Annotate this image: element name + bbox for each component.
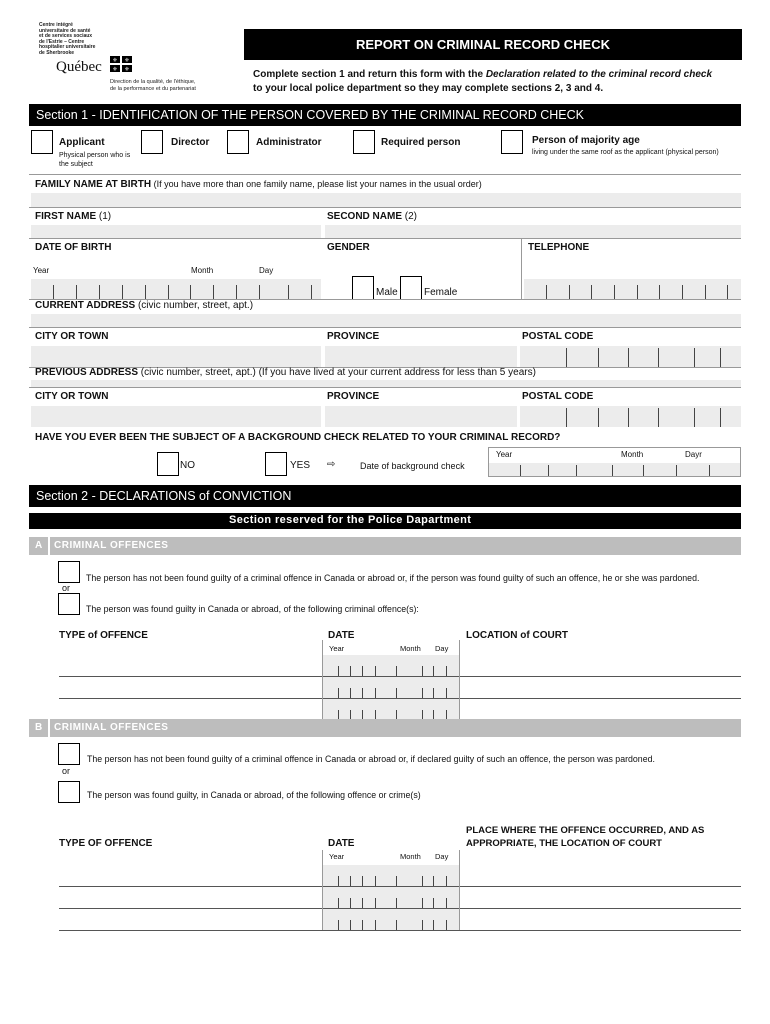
background-month-label: Month (621, 450, 644, 459)
dob-segment-tick (122, 285, 123, 299)
previous-address-label: PREVIOUS ADDRESS (civic number, street, apt.) (If you have lived at your current address for less than 5 years) (35, 367, 536, 378)
direction-name: Direction de la qualité, de l'éthique, de la performance et du partenariat (110, 79, 196, 92)
telephone-segment-tick (637, 285, 638, 299)
postal-segment-tick (658, 408, 659, 427)
background-date-tick (520, 465, 521, 476)
dob-segment-tick (168, 285, 169, 299)
quebec-wordmark: Québec (56, 59, 102, 75)
family-name-field[interactable] (31, 193, 741, 207)
table-date-tick (362, 688, 363, 698)
table-date-cell[interactable] (322, 677, 459, 698)
table-date-tick (396, 876, 397, 886)
table-date-tick (422, 666, 423, 676)
table-date-cell[interactable] (322, 887, 459, 908)
postal-segment-tick (598, 348, 599, 367)
table-date-cell[interactable] (322, 655, 459, 676)
telephone-segment-tick (569, 285, 570, 299)
background-date-field[interactable] (489, 463, 740, 476)
background-year-label: Year (496, 450, 513, 459)
telephone-segment-tick (727, 285, 728, 299)
postal-segment-tick (720, 408, 721, 427)
dob-segment-tick (259, 285, 260, 299)
quebec-flag-icon (110, 56, 132, 72)
applicant-label: Applicant (59, 137, 105, 148)
first-name-field[interactable] (31, 225, 321, 238)
table-date-tick (362, 666, 363, 676)
postal-segment-tick (694, 408, 695, 427)
gender-label: GENDER (327, 242, 370, 253)
applicant-note: Physical person who is the subject (59, 152, 131, 168)
prev-city-field[interactable] (31, 406, 321, 427)
form-title: REPORT ON CRIMINAL RECORD CHECK (356, 37, 610, 52)
background-yes-checkbox[interactable] (265, 452, 287, 476)
second-name-field[interactable] (325, 225, 741, 238)
table-date-tick (338, 666, 339, 676)
a-not-guilty-checkbox[interactable] (58, 561, 80, 583)
b-type-of-offence-label: TYPE OF OFFENCE (59, 838, 153, 849)
table-date-tick (338, 920, 339, 930)
b-month-label: Month (400, 852, 421, 861)
dob-segment-tick (145, 285, 146, 299)
a-month-label: Month (400, 644, 421, 653)
background-date-tick (709, 465, 710, 476)
prev-city-label: CITY OR TOWN (35, 391, 109, 402)
table-column-line (459, 640, 460, 720)
background-date-tick (643, 465, 644, 476)
police-reserved-label: Section reserved for the Police Dapartment (229, 514, 472, 526)
form-title-bar (244, 29, 742, 60)
dob-field[interactable] (31, 279, 321, 299)
background-date-tick (612, 465, 613, 476)
b-date-label: DATE (328, 838, 355, 849)
prev-postal-code-label: POSTAL CODE (522, 391, 594, 402)
required-person-label: Required person (381, 137, 461, 148)
dob-label: DATE OF BIRTH (35, 242, 112, 253)
b-day-label: Day (435, 852, 449, 861)
table-date-tick (338, 898, 339, 908)
applicant-checkbox[interactable] (31, 130, 53, 154)
table-date-tick (396, 898, 397, 908)
dob-segment-tick (311, 285, 312, 299)
divider (48, 719, 50, 737)
dob-month-label: Month (191, 266, 214, 275)
a-type-of-offence-label: TYPE of OFFENCE (59, 630, 148, 641)
section2-title: Section 2 - DECLARATIONS of CONVICTION (36, 489, 292, 503)
administrator-label: Administrator (256, 137, 322, 148)
table-date-tick (433, 666, 434, 676)
table-date-cell[interactable] (322, 865, 459, 886)
female-checkbox[interactable] (400, 276, 422, 300)
table-column-line (322, 850, 323, 930)
table-date-tick (422, 688, 423, 698)
svg-text:⚜: ⚜ (124, 58, 130, 64)
postal-segment-tick (694, 348, 695, 367)
table-date-tick (446, 666, 447, 676)
postal-code-label: POSTAL CODE (522, 331, 594, 342)
dob-segment-tick (99, 285, 100, 299)
telephone-segment-tick (659, 285, 660, 299)
family-name-label: FAMILY NAME AT BIRTH (If you have more than one family name, please list your names in the usual order) (35, 179, 482, 190)
table-date-tick (375, 666, 376, 676)
telephone-label: TELEPHONE (528, 242, 590, 253)
table-date-tick (396, 666, 397, 676)
table-date-tick (350, 666, 351, 676)
current-address-field[interactable] (31, 314, 741, 327)
postal-segment-tick (566, 408, 567, 427)
postal-segment-tick (628, 348, 629, 367)
a-date-label: DATE (328, 630, 355, 641)
divider (521, 238, 522, 300)
postal-segment-tick (658, 348, 659, 367)
section1-title: Section 1 - IDENTIFICATION OF THE PERSON COVERED BY THE CRIMINAL RECORD CHECK (36, 108, 585, 122)
table-date-tick (422, 898, 423, 908)
dob-segment-tick (76, 285, 77, 299)
table-date-tick (446, 898, 447, 908)
a-year-label: Year (329, 644, 345, 653)
director-label: Director (171, 137, 210, 148)
postal-segment-tick (628, 408, 629, 427)
divider (29, 387, 741, 388)
background-date-tick (576, 465, 577, 476)
table-date-tick (446, 920, 447, 930)
postal-code-field[interactable] (520, 346, 741, 367)
telephone-segment-tick (682, 285, 683, 299)
dob-segment-tick (213, 285, 214, 299)
background-date-label: Date of background check (360, 461, 465, 471)
section2-header (29, 485, 741, 507)
b-guilty-checkbox[interactable] (58, 781, 80, 803)
section-a-letter: A (35, 540, 43, 551)
b-year-label: Year (329, 852, 345, 861)
table-date-tick (362, 876, 363, 886)
criminal-offences-a-bar (29, 537, 741, 555)
table-date-tick (350, 920, 351, 930)
divider (29, 238, 741, 239)
dob-segment-tick (288, 285, 289, 299)
female-label: Female (424, 287, 458, 298)
instructions-line-2: to your local police department so they may complete sections 2, 3 and 4. (253, 83, 604, 94)
section-a-title: CRIMINAL OFFENCES (54, 540, 169, 551)
dob-year-label: Year (33, 266, 50, 275)
majority-age-checkbox[interactable] (501, 130, 523, 154)
table-date-tick (375, 688, 376, 698)
majority-age-label: Person of majority age (532, 135, 640, 146)
table-date-tick (433, 876, 434, 886)
table-date-cell[interactable] (322, 909, 459, 930)
table-date-tick (362, 898, 363, 908)
table-date-tick (362, 920, 363, 930)
table-date-tick (422, 920, 423, 930)
a-not-guilty-text: The person has not been found guilty of a criminal offence in Canada or abroad or, if the person was found guilty of such an offence, he or she was pardoned. (86, 573, 700, 583)
background-check-question: HAVE YOU EVER BEEN THE SUBJECT OF A BACKGROUND CHECK RELATED TO YOUR CRIMINAL RECORD? (35, 432, 561, 443)
b-not-guilty-checkbox[interactable] (58, 743, 80, 765)
dob-segment-tick (53, 285, 54, 299)
administrator-checkbox[interactable] (227, 130, 249, 154)
table-date-tick (375, 920, 376, 930)
previous-address-field[interactable] (31, 380, 741, 387)
second-name-label: SECOND NAME (2) (327, 211, 418, 222)
section1-header (29, 104, 741, 126)
a-guilty-text: The person was found guilty in Canada or abroad, of the following criminal offence(s): (86, 604, 419, 614)
instructions-line-1: Complete section 1 and return this form with the Declaration related to the criminal record check (253, 69, 713, 80)
telephone-segment-tick (614, 285, 615, 299)
table-date-tick (446, 688, 447, 698)
province-field[interactable] (325, 346, 517, 367)
current-address-label: CURRENT ADDRESS (civic number, street, apt.) (35, 300, 254, 311)
background-day-label: Dayr (685, 450, 702, 459)
table-date-tick (338, 876, 339, 886)
male-checkbox[interactable] (352, 276, 374, 300)
postal-segment-tick (598, 408, 599, 427)
table-date-tick (433, 688, 434, 698)
background-date-tick (548, 465, 549, 476)
a-location-label: LOCATION of COURT (466, 630, 569, 641)
arrow-icon: ⇨ (327, 459, 336, 470)
table-date-tick (350, 898, 351, 908)
divider (29, 174, 741, 175)
background-no-checkbox[interactable] (157, 452, 179, 476)
table-date-tick (338, 688, 339, 698)
or-label: or (62, 766, 71, 776)
table-date-tick (446, 876, 447, 886)
section-b-letter: B (35, 722, 43, 733)
city-field[interactable] (31, 346, 321, 367)
dob-day-label: Day (259, 266, 274, 275)
telephone-segment-tick (591, 285, 592, 299)
b-place-label-1: PLACE WHERE THE OFFENCE OCCURRED, AND AS (466, 825, 705, 836)
table-date-tick (422, 876, 423, 886)
city-label: CITY OR TOWN (35, 331, 109, 342)
required-person-checkbox[interactable] (353, 130, 375, 154)
province-label: PROVINCE (327, 331, 380, 342)
divider (48, 537, 50, 555)
table-date-cell[interactable] (322, 699, 459, 720)
majority-age-note: living under the same roof as the applicant (physical person) (532, 149, 719, 156)
telephone-segment-tick (705, 285, 706, 299)
first-name-label: FIRST NAME (1) (35, 211, 112, 222)
table-column-line (459, 850, 460, 930)
dob-segment-tick (236, 285, 237, 299)
table-column-line (322, 640, 323, 720)
divider (29, 207, 741, 208)
background-yes-label: YES (290, 460, 311, 471)
male-label: Male (376, 287, 398, 298)
b-not-guilty-text: The person has not been found guilty of a criminal offence in Canada or abroad or, if declared guilty of such an offence, the person was pardoned. (87, 754, 655, 764)
a-day-label: Day (435, 644, 449, 653)
svg-text:⚜: ⚜ (112, 58, 118, 64)
prev-province-label: PROVINCE (327, 391, 380, 402)
telephone-segment-tick (546, 285, 547, 299)
section-b-title: CRIMINAL OFFENCES (54, 722, 169, 733)
b-guilty-text: The person was found guilty, in Canada or abroad, of the following offence or crime(s) (87, 790, 421, 800)
table-date-tick (396, 688, 397, 698)
telephone-field[interactable] (524, 279, 741, 299)
table-date-tick (433, 898, 434, 908)
institution-name: Centre intégré universitaire de santé et de services sociaux de l'Estrie – Centre hospitalier universitaire de Sherbrooke (39, 22, 96, 56)
table-date-tick (350, 876, 351, 886)
table-row-line (59, 930, 741, 931)
background-date-tick (676, 465, 677, 476)
table-date-tick (433, 920, 434, 930)
dob-segment-tick (190, 285, 191, 299)
b-place-label-2: APPROPRIATE, THE LOCATION OF COURT (466, 838, 662, 849)
postal-segment-tick (720, 348, 721, 367)
a-guilty-checkbox[interactable] (58, 593, 80, 615)
background-no-label: NO (180, 460, 195, 471)
table-date-tick (396, 920, 397, 930)
svg-text:⚜: ⚜ (112, 67, 118, 72)
director-checkbox[interactable] (141, 130, 163, 154)
table-date-tick (375, 876, 376, 886)
or-label: or (62, 583, 71, 593)
prev-province-field[interactable] (325, 406, 517, 427)
criminal-offences-b-bar (29, 719, 741, 737)
postal-segment-tick (566, 348, 567, 367)
prev-postal-code-field[interactable] (520, 406, 741, 427)
table-date-tick (350, 688, 351, 698)
divider (29, 327, 741, 328)
svg-text:⚜: ⚜ (124, 67, 130, 72)
table-date-tick (375, 898, 376, 908)
police-reserved-bar (29, 513, 741, 529)
